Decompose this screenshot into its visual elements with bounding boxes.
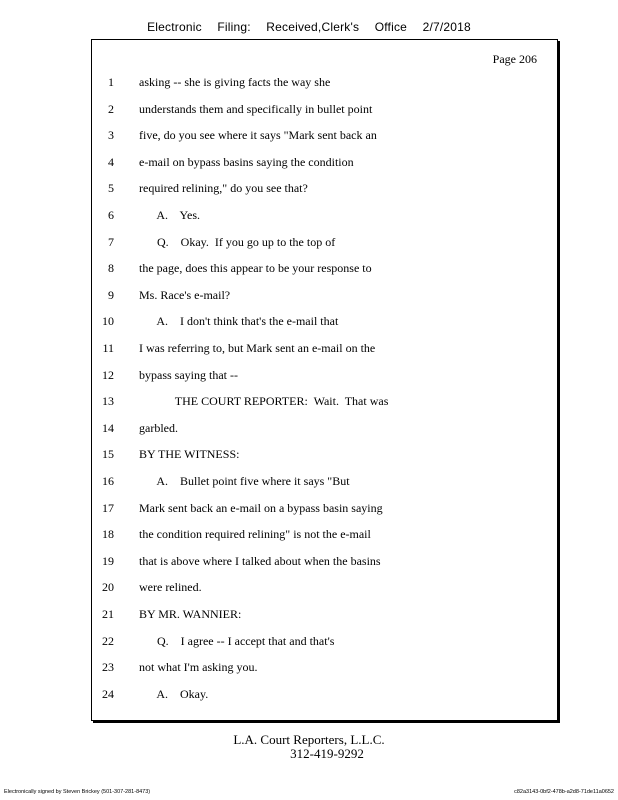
transcript-line <box>92 631 557 651</box>
line-number: 19 <box>102 553 114 568</box>
line-text: asking -- she is giving facts the way she <box>139 75 331 89</box>
line-text: BY MR. WANNIER: <box>139 607 242 621</box>
line-number: 3 <box>108 128 114 143</box>
line-text: A. Yes. <box>139 208 201 222</box>
header-part: Office <box>374 20 408 34</box>
transcript-line <box>92 524 557 544</box>
line-text: A. I don't think that's the e-mail that <box>139 314 339 329</box>
line-number: 23 <box>102 660 114 675</box>
transcript-line <box>92 285 557 305</box>
line-number: 15 <box>102 447 114 462</box>
transcript-line <box>92 125 557 145</box>
line-number: 22 <box>102 633 114 648</box>
line-number: 7 <box>108 234 114 249</box>
electronic-signature: Electronically signed by Steven Brickey (501-307-281-8473) <box>4 789 151 795</box>
line-number: 11 <box>102 341 114 355</box>
line-text: understands them and specifically in bullet point <box>139 101 373 116</box>
line-number: 9 <box>108 287 114 302</box>
line-text: the page, does this appear to be your response to <box>139 261 372 276</box>
line-number: 24 <box>102 686 114 701</box>
line-number: 13 <box>102 394 114 409</box>
line-text: A. Bullet point five where it says "But <box>139 474 350 488</box>
line-number: 6 <box>108 208 114 222</box>
line-number: 8 <box>108 261 114 276</box>
line-text: not what I'm asking you. <box>139 660 258 675</box>
transcript-line <box>92 338 557 358</box>
transcript-line <box>92 471 557 491</box>
line-text: Ms. Race's e-mail? <box>139 287 231 302</box>
filing-header <box>0 20 618 34</box>
transcript-line <box>92 311 557 331</box>
header-part: Electronic <box>147 20 202 34</box>
transcript-line <box>92 444 557 464</box>
line-text: required relining," do you see that? <box>139 181 308 196</box>
line-number: 5 <box>108 181 114 196</box>
header-part: 2/7/2018 <box>422 20 471 34</box>
transcript-line <box>92 258 557 278</box>
transcript-line <box>92 684 557 704</box>
transcript-line <box>92 577 557 597</box>
line-number: 18 <box>102 527 114 542</box>
transcript-line <box>92 551 557 571</box>
line-text: THE COURT REPORTER: Wait. That was <box>139 394 389 409</box>
line-number: 10 <box>102 314 114 329</box>
transcript-line <box>92 657 557 677</box>
transcript-line <box>92 418 557 438</box>
line-number: 17 <box>102 500 114 515</box>
line-number: 12 <box>102 367 114 382</box>
transcript-line <box>92 205 557 225</box>
line-text: Q. I agree -- I accept that and that's <box>139 633 335 648</box>
transcript-line <box>92 72 557 92</box>
line-number: 2 <box>108 101 114 116</box>
line-text: I was referring to, but Mark sent an e-mail on the <box>139 341 376 355</box>
reporter-phone: 312-419-9292 <box>290 746 364 761</box>
document-hash: c82a3143-0bf2-478b-a2d8-71de11a0652 <box>514 789 614 795</box>
transcript-line <box>92 99 557 119</box>
transcript-line <box>92 232 557 252</box>
footer <box>0 733 618 761</box>
line-text: A. Okay. <box>139 686 209 701</box>
line-text: bypass saying that -- <box>139 367 238 382</box>
transcript-line <box>92 365 557 385</box>
transcript-line <box>92 152 557 172</box>
transcript-line <box>92 498 557 518</box>
transcript-page-frame <box>91 39 558 721</box>
line-number: 14 <box>102 420 114 435</box>
line-text: were relined. <box>139 580 202 595</box>
page-number: Page 206 <box>492 52 537 66</box>
line-number: 1 <box>108 75 114 89</box>
reporter-company: L.A. Court Reporters, L.L.C. <box>233 732 385 747</box>
header-part: Filing: <box>217 20 251 34</box>
line-text: the condition required relining" is not the e-mail <box>139 527 371 542</box>
line-text: five, do you see where it says "Mark sent back an <box>139 128 377 143</box>
line-text: garbled. <box>139 420 178 435</box>
transcript-line <box>92 178 557 198</box>
header-part: Received,Clerk's <box>266 20 360 34</box>
transcript-line <box>92 391 557 411</box>
line-number: 16 <box>102 474 114 488</box>
line-text: that is above where I talked about when the basins <box>139 553 381 568</box>
line-text: BY THE WITNESS: <box>139 447 240 462</box>
line-number: 20 <box>102 580 114 595</box>
line-number: 4 <box>108 154 114 169</box>
transcript-line <box>92 604 557 624</box>
line-text: Q. Okay. If you go up to the top of <box>139 234 336 249</box>
line-text: e-mail on bypass basins saying the condition <box>139 154 354 169</box>
line-number: 21 <box>102 607 114 621</box>
line-text: Mark sent back an e-mail on a bypass basin saying <box>139 500 383 515</box>
